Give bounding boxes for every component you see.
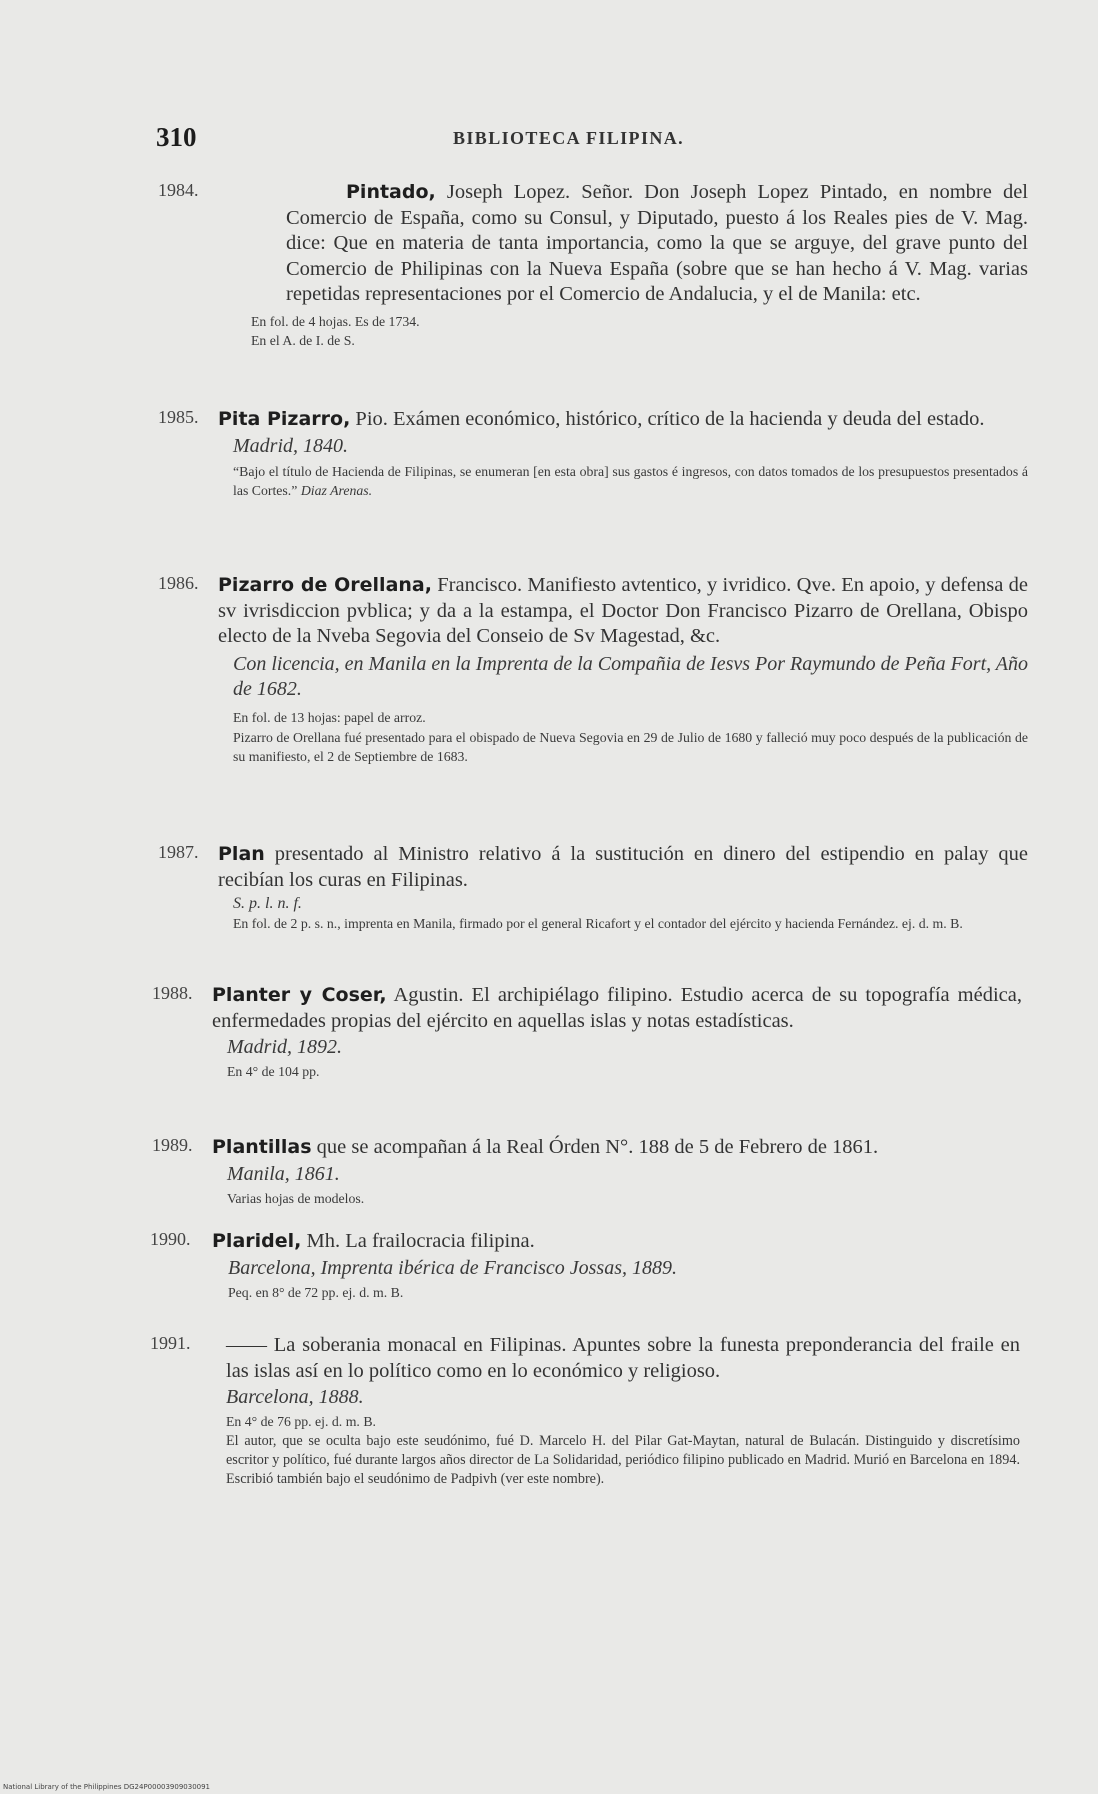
page-number: 310 bbox=[156, 122, 197, 152]
entry-text: Joseph Lopez. Señor. Don Joseph Lopez Pintado, en nombre del Comercio de España, como su Consul, y Diputado, puesto á los Reales pies de V. Mag. dice: Que en materia de tanta importancia, como la que se arguye, del grave punto del Comercio de Philipinas con la Nueva España (sobre que se han hecho á V. Mag. varias repetidas representaciones por el Comercio de Andalucia, y el de Manila: etc. bbox=[286, 181, 1028, 305]
entry-name: Plaridel, bbox=[212, 1230, 302, 1252]
entry-note: En el A. de I. de S. bbox=[251, 332, 355, 348]
entry-note: Varias hojas de modelos. bbox=[227, 1190, 365, 1206]
entry-note: En 4° de 104 pp. bbox=[227, 1064, 320, 1079]
entry-name: Pizarro de Orellana, bbox=[218, 574, 432, 596]
entry-imprint: S. p. l. n. f. bbox=[233, 895, 302, 912]
entry-imprint: Madrid, 1892. bbox=[227, 1036, 342, 1058]
entry-text: que se acompañan á la Real Órden N°. 188 de 5 de Febrero de 1861. bbox=[311, 1136, 879, 1158]
entry-note-paragraph: En fol. de 2 p. s. n., imprenta en Manila, firmado por el general Ricafort y el contador del ejército y hacienda Fernández. ej. d. m. B. bbox=[233, 916, 963, 931]
entry-text: Mh. La frailocracia filipina. bbox=[301, 1230, 535, 1252]
entry-1990 bbox=[150, 1229, 1020, 1302]
entry-1988 bbox=[152, 983, 1022, 1081]
entry-text: Pio. Exámen económico, histórico, crítico de la hacienda y deuda del estado. bbox=[350, 408, 985, 430]
quote-text: “Bajo el título de Hacienda de Filipinas, se enumeran [en esta obra] sus gastos é ingresos, con datos tomados de los presupuestos presentados á las Cortes.” bbox=[233, 463, 1028, 498]
entry-number: 1984. bbox=[158, 180, 199, 200]
entry-1987 bbox=[158, 842, 1028, 933]
entry-note: En fol. de 4 hojas. Es de 1734. bbox=[251, 313, 420, 329]
entry-number: 1990. bbox=[150, 1229, 191, 1249]
entry-number: 1991. bbox=[150, 1333, 191, 1353]
entry-number: 1987. bbox=[158, 842, 199, 862]
entry-number: 1986. bbox=[158, 573, 199, 593]
entry-imprint: Madrid, 1840. bbox=[233, 434, 348, 457]
entry-1984 bbox=[158, 180, 1028, 350]
entry-text: La soberania monacal en Filipinas. Apuntes sobre la funesta preponderancia del fraile en las islas así en lo político como en lo económico y religioso. bbox=[226, 1334, 1020, 1382]
entry-name: Planter y Coser, bbox=[212, 984, 387, 1006]
entry-1991 bbox=[150, 1333, 1020, 1489]
entry-1986 bbox=[158, 573, 1028, 766]
entry-name: Pintado, bbox=[346, 181, 436, 203]
quote-author: Diaz Arenas. bbox=[300, 482, 373, 498]
entry-name: Plan bbox=[218, 843, 265, 865]
entry-number: 1988. bbox=[152, 983, 193, 1003]
entry-text: presentado al Ministro relativo á la sustitución en dinero del estipendio en palay que recibían los curas en Filipinas. bbox=[218, 843, 1028, 891]
entry-dash: —— bbox=[226, 1334, 267, 1356]
entry-note: En 4° de 76 pp. ej. d. m. B. bbox=[226, 1414, 376, 1429]
entry-1989 bbox=[152, 1135, 1022, 1208]
entry-note-paragraph: El autor, que se oculta bajo este seudónimo, fué D. Marcelo H. del Pilar Gat-Maytan, natural de Bulacán. Distinguido y discretísimo escritor y político, fué durante largos años director de La Solidaridad, periódico filipino publicado en Madrid. Murió en Barcelona en 1894. Escribió también bajo el seudónimo de Padpivh (ver este nombre). bbox=[226, 1433, 1020, 1487]
footer-credit: National Library of the Philippines DG24P00003909030091 bbox=[3, 1783, 211, 1791]
entry-imprint: Manila, 1861. bbox=[227, 1162, 340, 1185]
entry-quote bbox=[233, 462, 1028, 500]
entry-note-paragraph: Pizarro de Orellana fué presentado para el obispado de Nueva Segovia en 29 de Julio de 1680 y falleció muy poco después de la publicación de su manifiesto, el 2 de Septiembre de 1683. bbox=[233, 729, 1028, 764]
entry-text: Francisco. Manifiesto avtentico, y ivridico. Qve. En apoio, y defensa de sv ivrisdiccion pvblica; y da a la estampa, el Doctor Don Francisco Pizarro de Orellana, Obispo electo de la Nveba Segovia del Conseio de Sv Magestad, &c. bbox=[218, 574, 1028, 647]
entry-text: Agustin. El archipiélago filipino. Estudio acerca de su topografía médica, enfermedades propias del ejército en aquellas islas y notas estadísticas. bbox=[212, 984, 1022, 1032]
entry-imprint: Barcelona, Imprenta ibérica de Francisco Jossas, 1889. bbox=[228, 1256, 677, 1279]
entry-1985 bbox=[158, 407, 1028, 500]
entry-number: 1985. bbox=[158, 407, 199, 427]
page-title: BIBLIOTECA FILIPINA. bbox=[453, 128, 685, 148]
entry-note: En fol. de 13 hojas: papel de arroz. bbox=[233, 709, 426, 725]
entry-number: 1989. bbox=[152, 1135, 193, 1155]
entry-imprint: Barcelona, 1888. bbox=[226, 1386, 364, 1408]
entry-imprint: Con licencia, en Manila en la Imprenta de la Compañia de Iesvs Por Raymundo de Peña Fort, Año de 1682. bbox=[233, 652, 1028, 700]
entry-name: Plantillas bbox=[212, 1136, 312, 1158]
entry-name: Pita Pizarro, bbox=[218, 408, 351, 430]
page-header bbox=[156, 122, 916, 156]
entry-note: Peq. en 8° de 72 pp. ej. d. m. B. bbox=[228, 1284, 404, 1300]
